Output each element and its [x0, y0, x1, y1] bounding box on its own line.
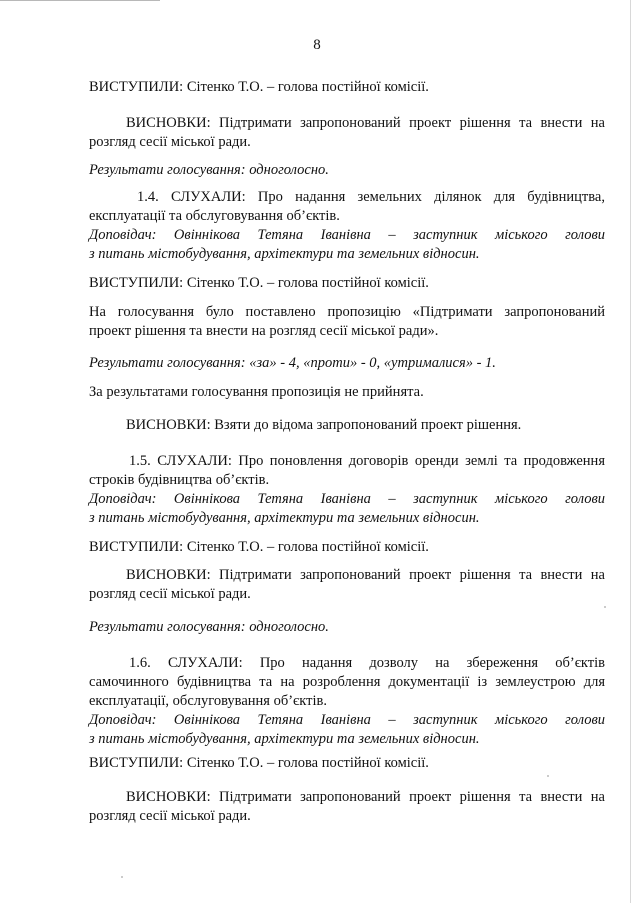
conclusions-paragraph: [89, 788, 605, 826]
scan-speck: [547, 775, 549, 777]
scan-speck: [121, 876, 123, 878]
conclusions-text: ВИСНОВКИ: Взяти до відома запропонований проект рішення.: [126, 417, 522, 433]
heard-line-2: експлуатації та обслуговування об’єктів.: [89, 208, 340, 224]
agenda-item-1-4: [89, 188, 605, 264]
speakers-paragraph: [89, 754, 605, 773]
speakers-paragraph: [89, 538, 605, 557]
speakers-text: ВИСТУПИЛИ: Сітенко Т.О. – голова постійної комісії.: [89, 539, 429, 555]
conclusions-line-2: розгляд сесії міської ради.: [89, 586, 251, 602]
conclusions-paragraph: [89, 566, 605, 604]
scan-speck: [604, 606, 606, 608]
speakers-text: ВИСТУПИЛИ: Сітенко Т.О. – голова постійної комісії.: [89, 275, 429, 291]
reporter-line-2: з питань містобудування, архітектури та земельних відносин.: [89, 731, 480, 747]
speakers-text: ВИСТУПИЛИ: Сітенко Т.О. – голова постійної комісії.: [89, 79, 429, 95]
reporter-line-2: з питань містобудування, архітектури та земельних відносин.: [89, 510, 480, 526]
reporter-line-1: Доповідач: Овіннікова Тетяна Іванівна – заступник міського голови: [89, 491, 605, 507]
reporter-line-2: з питань містобудування, архітектури та земельних відносин.: [89, 246, 480, 262]
heard-line-1: 1.4. СЛУХАЛИ: Про надання земельних ділянок для будівництва,: [137, 189, 605, 205]
proposal-paragraph: [89, 303, 605, 341]
vote-result-text: Результати голосування: одноголосно.: [89, 619, 329, 635]
vote-result-paragraph: [89, 354, 605, 373]
vote-result-paragraph: [89, 618, 605, 637]
proposal-line-1: На голосування було поставлено пропозицію «Підтримати запропонований: [89, 304, 605, 320]
page-number: 8: [313, 37, 321, 53]
agenda-item-1-5: [89, 452, 605, 528]
vote-result-text: Результати голосування: одноголосно.: [89, 162, 329, 178]
conclusions-line-1: ВИСНОВКИ: Підтримати запропонований проект рішення та внести на: [126, 789, 605, 805]
heard-line-3: експлуатації, обслуговування об’єктів.: [89, 693, 327, 709]
conclusions-line-2: розгляд сесії міської ради.: [89, 808, 251, 824]
conclusions-line-1: ВИСНОВКИ: Підтримати запропонований проект рішення та внести на: [126, 567, 605, 583]
heard-line-2: самочинного будівництва та на розроблення документації із землеустрою для: [89, 674, 605, 690]
scan-edge-line: [0, 0, 160, 1]
conclusions-line-2: розгляд сесії міської ради.: [89, 134, 251, 150]
heard-line-1: 1.6. СЛУХАЛИ: Про надання дозволу на збереження об’єктів: [129, 655, 605, 671]
heard-line-1: 1.5. СЛУХАЛИ: Про поновлення договорів оренди землі та продовження: [129, 453, 605, 469]
heard-line-2: строків будівництва об’єктів.: [89, 472, 270, 488]
result-text: За результатами голосування пропозиція не прийнята.: [89, 384, 424, 400]
conclusions-paragraph: [89, 114, 605, 152]
agenda-item-1-6: [89, 654, 605, 749]
conclusions-line-1: ВИСНОВКИ: Підтримати запропонований проект рішення та внести на: [126, 115, 605, 131]
scan-edge-line-right: [630, 0, 631, 903]
vote-result-paragraph: [89, 161, 605, 180]
speakers-paragraph: [89, 274, 605, 293]
vote-result-text: Результати голосування: «за» - 4, «проти» - 0, «утрималися» - 1.: [89, 355, 496, 371]
speakers-paragraph: [89, 78, 605, 97]
reporter-line-1: Доповідач: Овіннікова Тетяна Іванівна – заступник міського голови: [89, 227, 605, 243]
result-paragraph: [89, 383, 605, 402]
speakers-text: ВИСТУПИЛИ: Сітенко Т.О. – голова постійної комісії.: [89, 755, 429, 771]
conclusions-paragraph: [89, 416, 605, 435]
reporter-line-1: Доповідач: Овіннікова Тетяна Іванівна – заступник міського голови: [89, 712, 605, 728]
proposal-line-2: проект рішення та внести на розгляд сесії міської ради».: [89, 323, 439, 339]
